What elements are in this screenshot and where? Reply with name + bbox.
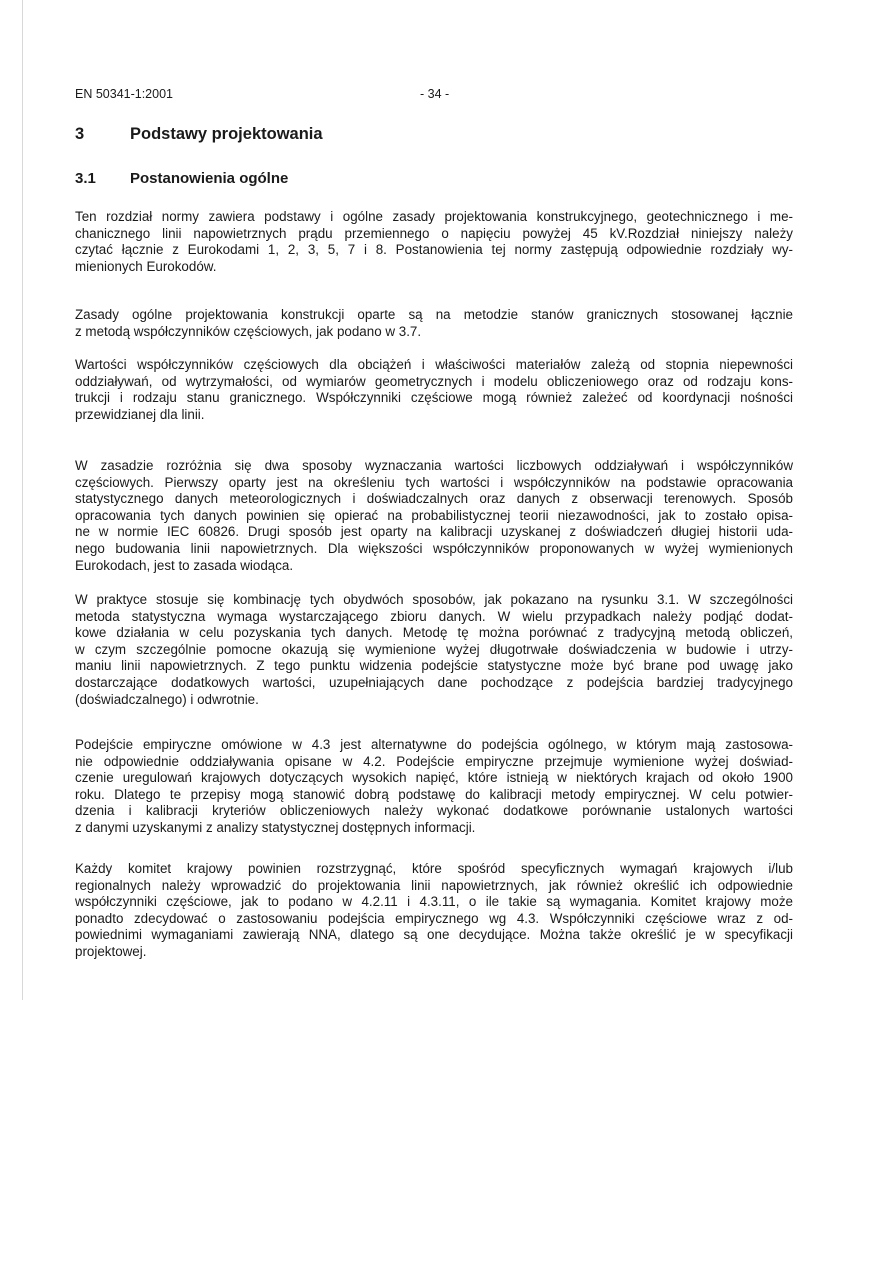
text-line: nie odpowiednie oddziaływania opisane w 4.2. Podejście empiryczne przejmuje wymienione wyżej doświad- bbox=[75, 753, 793, 769]
section-title: Podstawy projektowania bbox=[130, 125, 323, 143]
text-line: kowe działania w celu pozyskania tych danych. Metodę tę można porównać z tradycyjną metodą obliczeń, bbox=[75, 625, 793, 641]
page-number: - 34 - bbox=[420, 87, 450, 101]
section-number: 3 bbox=[75, 125, 85, 143]
text-line: trukcji i rodzaju stanu granicznego. Współczynniki częściowe mogą również zależeć od koordynacji nośności bbox=[75, 390, 793, 406]
text-line: czenie uregulowań krajowych dotyczących wysokich napięć, które istnieją w niektórych krajach od około 1900 bbox=[75, 770, 793, 786]
document-id: EN 50341-1:2001 bbox=[75, 87, 173, 101]
paragraph bbox=[75, 861, 793, 961]
text-line: Zasady ogólne projektowania konstrukcji oparte są na metodzie stanów granicznych stosowanej łącznie bbox=[75, 307, 793, 322]
subsection-heading bbox=[75, 170, 288, 187]
text-line: Podejście empiryczne omówione w 4.3 jest alternatywne do podejścia ogólnego, w którym mają zastosowa- bbox=[75, 737, 793, 752]
text-line: Wartości współczynników częściowych dla obciążeń i właściwości materiałów zależą od stopnia niepewności bbox=[75, 357, 793, 372]
text-line: Eurokodach, jest to zasada wiodąca. bbox=[75, 557, 294, 573]
text-line: Ten rozdział normy zawiera podstawy i ogólne zasady projektowania konstrukcyjnego, geotechnicznego i me- bbox=[75, 209, 793, 224]
paragraph bbox=[75, 209, 793, 275]
text-line: opracowania tych danych powinien się opierać na probabilistycznej teorii niezawodności, jak to zostało opisa- bbox=[75, 507, 793, 523]
text-line: regionalnych należy wprowadzić do projektowania linii napowietrznych, jak również określić ich odpowiednie bbox=[75, 877, 793, 893]
text-line: projektowej. bbox=[75, 943, 147, 959]
subsection-number: 3.1 bbox=[75, 170, 96, 187]
text-line: czytać łącznie z Eurokodami 1, 2, 3, 5, 7 i 8. Postanowienia tej normy zastępują odpowiednie rozdziały wy- bbox=[75, 242, 793, 258]
section-heading bbox=[75, 125, 323, 144]
subsection-title: Postanowienia ogólne bbox=[130, 170, 289, 187]
text-line: z metodą współczynników częściowych, jak podano w 3.7. bbox=[75, 323, 422, 339]
text-line: częściowych. Pierwszy oparty jest na określeniu tych wartości i współczynników na podstawie opracowania bbox=[75, 474, 793, 490]
text-line: (doświadczalnego) i odwrotnie. bbox=[75, 691, 259, 707]
text-line: współczynniki częściowe, jak to podano w 4.2.11 i 4.3.11, o ile takie są wymagania. Komitet krajowy może bbox=[75, 894, 793, 910]
text-line: W praktyce stosuje się kombinację tych obydwóch sposobów, jak pokazano na rysunku 3.1. W szczególności bbox=[75, 592, 793, 607]
text-line: W zasadzie rozróżnia się dwa sposoby wyznaczania wartości liczbowych oddziaływań i współczynników bbox=[75, 458, 793, 473]
text-line: metoda statystyczna wymaga wystarczającego zbioru danych. W wielu przypadkach należy podjąć dodat- bbox=[75, 608, 793, 624]
paragraph bbox=[75, 307, 793, 340]
paragraph bbox=[75, 357, 793, 423]
text-line: Każdy komitet krajowy powinien rozstrzygnąć, które spośród specyficznych wymagań krajowych i/lub bbox=[75, 861, 793, 876]
text-line: przewidzianej dla linii. bbox=[75, 406, 205, 422]
text-line: chanicznego linii napowietrznych prądu przemiennego o napięciu powyżej 45 kV.Rozdział niniejszy należy bbox=[75, 225, 793, 241]
text-line: roku. Dlatego te przepisy mogą stanowić dobrą podstawę do kalibracji metody empirycznej. W celu potwier- bbox=[75, 786, 793, 802]
text-line: mienionych Eurokodów. bbox=[75, 258, 217, 274]
text-line: maniu linii napowietrznych. Z tego punktu widzenia podejście statystyczne może być brane pod uwagę jako bbox=[75, 658, 793, 674]
scan-margin-line bbox=[22, 0, 23, 1000]
text-line: nego budowania linii napowietrznych. Dla większości współczynników proponowanych w wyżej wymienionych bbox=[75, 540, 793, 556]
text-line: statystycznego danych meteorologicznych i doświadczalnych oraz danych z obserwacji terenowych. Sposób bbox=[75, 491, 793, 507]
paragraph bbox=[75, 592, 793, 708]
text-line: powiednimi wymaganiami zawierają NNA, dlatego są one decydujące. Można także określić je w specyfikacji bbox=[75, 927, 793, 943]
paragraph bbox=[75, 737, 793, 837]
text-line: ponadto zdecydować o zastosowaniu podejścia empirycznego wg 4.3. Współczynniki częściowe wraz z od- bbox=[75, 910, 793, 926]
text-line: dzenia i kalibracji kryteriów obliczeniowych należy wykonać dodatkowe porównanie ustalonych wartości bbox=[75, 803, 793, 819]
paragraph bbox=[75, 458, 793, 574]
text-line: w czym szczególnie pomocne okazują się wymienione wyżej długotrwałe doświadczenia w budowie i utrzy- bbox=[75, 641, 793, 657]
text-line: oddziaływań, od wytrzymałości, od wymiarów geometrycznych i modelu obliczeniowego oraz od rodzaju kons- bbox=[75, 373, 793, 389]
text-line: z danymi uzyskanymi z analizy statystycznej dostępnych informacji. bbox=[75, 819, 476, 835]
text-line: ne w normie IEC 60826. Drugi sposób jest oparty na kalibracji uzyskanej z doświadczeń długiej historii uda- bbox=[75, 524, 793, 540]
text-line: dostarczające dodatkowych wartości, uzupełniających dane pochodzące z podejścia bardziej tradycyjnego bbox=[75, 674, 793, 690]
